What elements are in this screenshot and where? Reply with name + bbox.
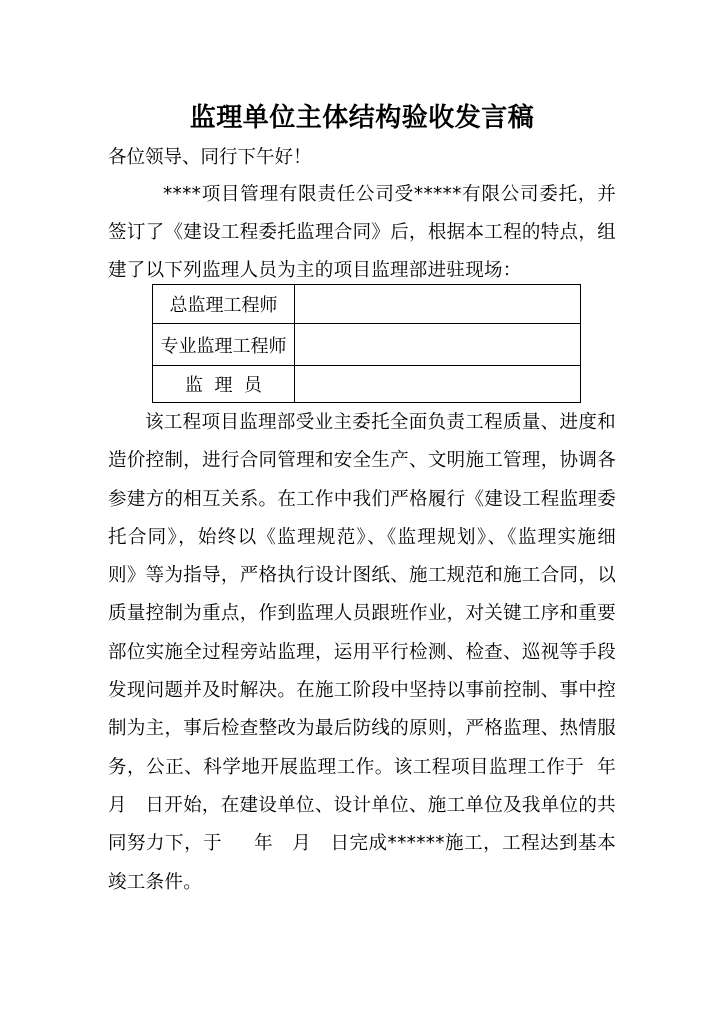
body-paragraph: 该工程项目监理部受业主委托全面负责工程质量、进度和造价控制，进行合同管理和安全生产、文明施工管理，协调各参建方的相互关系。在工作中我们严格履行《建设工程监理委托合同》，始终以《监理规范》、《监理规划》、《监理实施细则》等为指导，严格执行设计图纸、施工规范和施工合同，以质量控制为重点，作到监理人员跟班作业，对关键工序和重要部位实施全过程旁站监理，运用平行检测、检查、巡视等手段发现问题并及时解决。在施工阶段中坚持以事前控制、事中控制为主，事后检查整改为最后防线的原则，严格监理、热情服务，公正、科学地开展监理工作。该工程项目监理工作于 年 月 日开始，在建设单位、设计单位、施工单位及我单位的共同努力下，于 年 月 日完成******施工，工程达到基本竣工条件。 [108,412,629,893]
document-title: 监理单位主体结构验收发言稿 [189,103,535,133]
supervision-staff-table [152,284,581,403]
table-row [153,366,581,403]
role-cell-specialist-engineer: 专业监理工程师 [153,324,295,366]
name-cell-chief-engineer [294,285,580,324]
name-cell-supervisor [294,366,580,403]
table-row [153,285,581,324]
intro-paragraph: ****项目管理有限责任公司受*****有限公司委托，并签订了《建设工程委托监理合同》后，根据本工程的特点，组建了以下列监理人员为主的项目监理部进驻现场： [108,184,616,281]
role-cell-supervisor: 监 理 员 [153,366,295,403]
greeting-line: 各位领导、同行下午好！ [108,147,312,168]
table-row [153,324,581,366]
name-cell-specialist-engineer [294,324,580,366]
role-cell-chief-engineer: 总监理工程师 [153,285,295,324]
